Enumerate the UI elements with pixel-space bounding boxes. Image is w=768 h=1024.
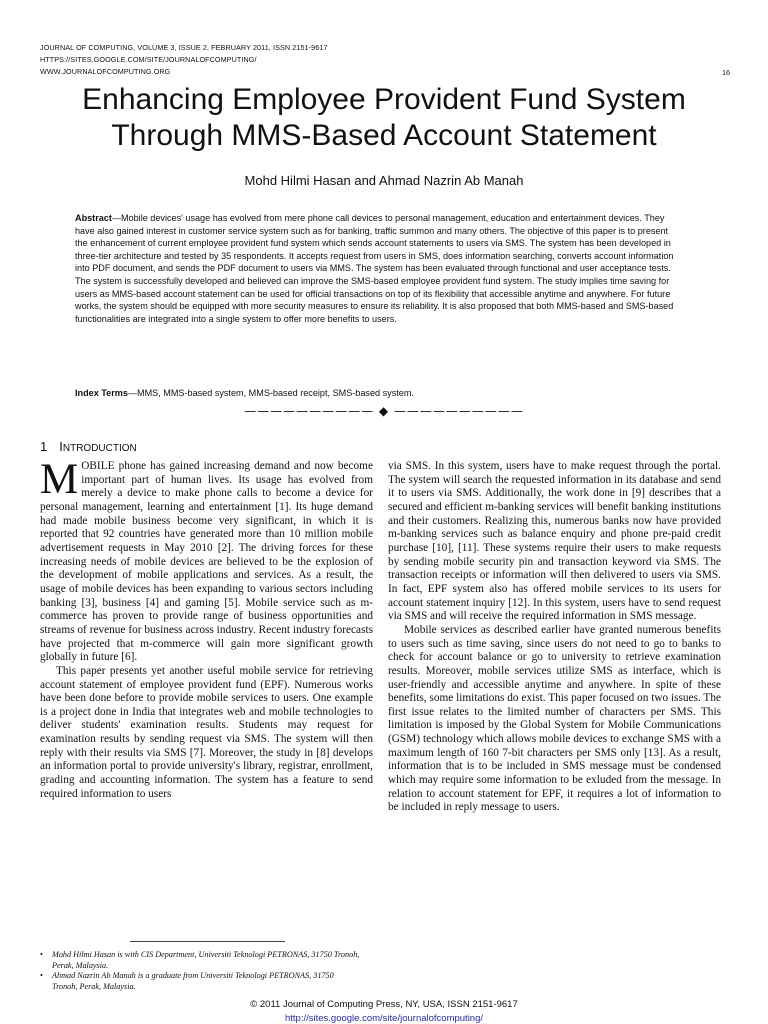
journal-url-line: HTTPS://SITES.GOOGLE.COM/SITE/JOURNALOFCOMPUTING/ bbox=[40, 55, 257, 64]
paper-title bbox=[0, 82, 768, 154]
footnote-rule bbox=[130, 941, 285, 942]
authors: Mohd Hilmi Hasan and Ahmad Nazrin Ab Manah bbox=[244, 173, 524, 188]
paragraph: Mobile services as described earlier have granted numerous benefits to users such as time saving, since users do not need to go to banks to check for account balance or go to university to retrieve examination results. Moreover, mobile services utilize SMS as interface, which is user-friendly and accessible anytime and anywhere. In spite of these benefits, some limitations do exist. This paper focused on two issues. The first issue relates to the limited number of characters per SMS. This limitation is imposed by the Global System for Mobile Communications (GSM) technology which allows mobile devices to exchange SMS with a maximum length of 160 7-bit characters per SMS only [13]. As a result, information that is to be included in SMS message must be condensed which may require some information to be exluded from the message. In relation to account statement for EPF, it requires a lot of information to be included in reply message to users. bbox=[388, 623, 721, 814]
footer-copyright: © 2011 Journal of Computing Press, NY, USA, ISSN 2151-9617 bbox=[250, 999, 518, 1010]
section-divider: —————————— ◆ —————————— bbox=[244, 404, 524, 418]
paragraph: This paper presents yet another useful mobile service for retrieving account statement of employee provident fund (EPF). Numerous works have been done before to provide mobile services to users. One example is a project done in India that integrates web and mobile technologies to deliver students' examination results. Students may request for examination results by sending request via SMS. The system will then reply with their results via SMS [7]. Moreover, the study in [8] develops an information portal to provide university's library, registrar, enrollment, grading and accounting information. The system has a feature to send required information to users bbox=[40, 664, 373, 800]
section-title-initial: I bbox=[59, 439, 63, 454]
title-line-1: Enhancing Employee Provident Fund System bbox=[82, 83, 686, 116]
drop-cap: M bbox=[40, 456, 79, 503]
right-column bbox=[388, 460, 721, 815]
index-terms-text: —MMS, MMS-based system, MMS-based receipt, SMS-based system. bbox=[127, 388, 414, 398]
section-heading bbox=[40, 439, 137, 454]
index-terms bbox=[75, 387, 683, 400]
footnote-bullet: • bbox=[40, 971, 43, 980]
footnote bbox=[40, 950, 360, 971]
section-number: 1 bbox=[40, 439, 48, 454]
footnote-bullet: • bbox=[40, 950, 43, 959]
journal-header-line: JOURNAL OF COMPUTING, VOLUME 3, ISSUE 2, FEBRUARY 2011, ISSN 2151-9617 bbox=[40, 43, 328, 52]
paragraph bbox=[40, 456, 373, 665]
abstract-text: —Mobile devices' usage has evolved from mere phone call devices to personal management, education and entertainment devices. They have also gained interest in customer service system such as for banking, traffic summon and many others. The objective of this paper is to present the enhancement of current employee provident fund system which sends account statements to users via SMS. The system has been developed in three-tier architecture and tested by 35 respondents. It accepts request from users in SMS, does information searching, converts account information into PDF document, and sends the PDF document to users via MMS. The system has been evaluated through functional and user acceptance tests. The system is successfully developed and believed can improve the SMS-based employee provident fund system. The study implies time saving for users as MMS-based account statement can be used for official transactions on top of its flexibility that accessible anytime and anywhere. For future works, the system should be equipped with more security measures to ensure its reliability. It is also proposed that both MMS-based and SMS-based functionalities are integrated into a single system to offer more benefits to users. bbox=[75, 213, 674, 324]
abstract bbox=[75, 212, 683, 325]
paragraph: via SMS. In this system, users have to make request through the portal. The system will search the requested information in its database and send it to users via SMS. Additionally, the work done in [9] describes that a secured and efficient m-banking services will benefit banking institutions and their customers. Realizing this, numerous banks now have provided m-banking services such as balance enquiry and phone pre-paid credit purchase [10], [11]. These systems require their users to make requests by sending mobile security pin and transaction keyword via SMS. The transaction receipts or information will then delivered to users via SMS. In fact, EPF system also has offered mobile services to its users for account statement inquiry [12]. In this system, users have to send request via SMS and will receive the required information in SMS message. bbox=[388, 460, 721, 623]
section-title-rest: NTRODUCTION bbox=[62, 443, 137, 454]
footnote bbox=[40, 971, 360, 992]
footnote-text: Ahmad Nazrin Ab Manah is a graduate from Universiti Teknologi PETRONAS, 31750 Tronoh, Perak, Malaysia. bbox=[52, 971, 334, 991]
page-number: 16 bbox=[722, 68, 730, 77]
footnotes bbox=[40, 950, 360, 992]
left-column bbox=[40, 456, 373, 801]
paragraph-text: OBILE phone has gained increasing demand and now become important part of human lives. Its usage has evolved from merely a device to make phone calls to become a device for personal management, learning and entertainment [1]. Its huge demand had made mobile business become very significant, in which it is reported that 92 countries have generated more than 10 million mobile advertisement requests in May 2010 [2]. The driving forces for these increasing needs of mobile devices are believed to be the explosion of the development of mobile applications and services. As a result, the usage of mobile devices has been expanding to various sectors including banking [3], business [4] and gaming [5]. Mobile service such as m-commerce has proven to provide range of business opportunities and streams of revenue for business across industry. Recent industry forecasts have projected that m-commerce will gain more significant growth globally in future [6]. bbox=[40, 460, 373, 664]
footnote-text: Mohd Hilmi Hasan is with CIS Department, Universiti Teknologi PETRONAS, 31750 Tronoh, Perak, Malaysia. bbox=[52, 950, 360, 970]
index-terms-label: Index Terms bbox=[75, 388, 128, 398]
journal-www-line: WWW.JOURNALOFCOMPUTING.ORG bbox=[40, 67, 171, 76]
abstract-label: Abstract bbox=[75, 213, 112, 223]
footer-url-link[interactable]: http://sites.google.com/site/journalofcomputing/ bbox=[284, 1013, 484, 1024]
title-line-2: Through MMS-Based Account Statement bbox=[111, 119, 657, 152]
